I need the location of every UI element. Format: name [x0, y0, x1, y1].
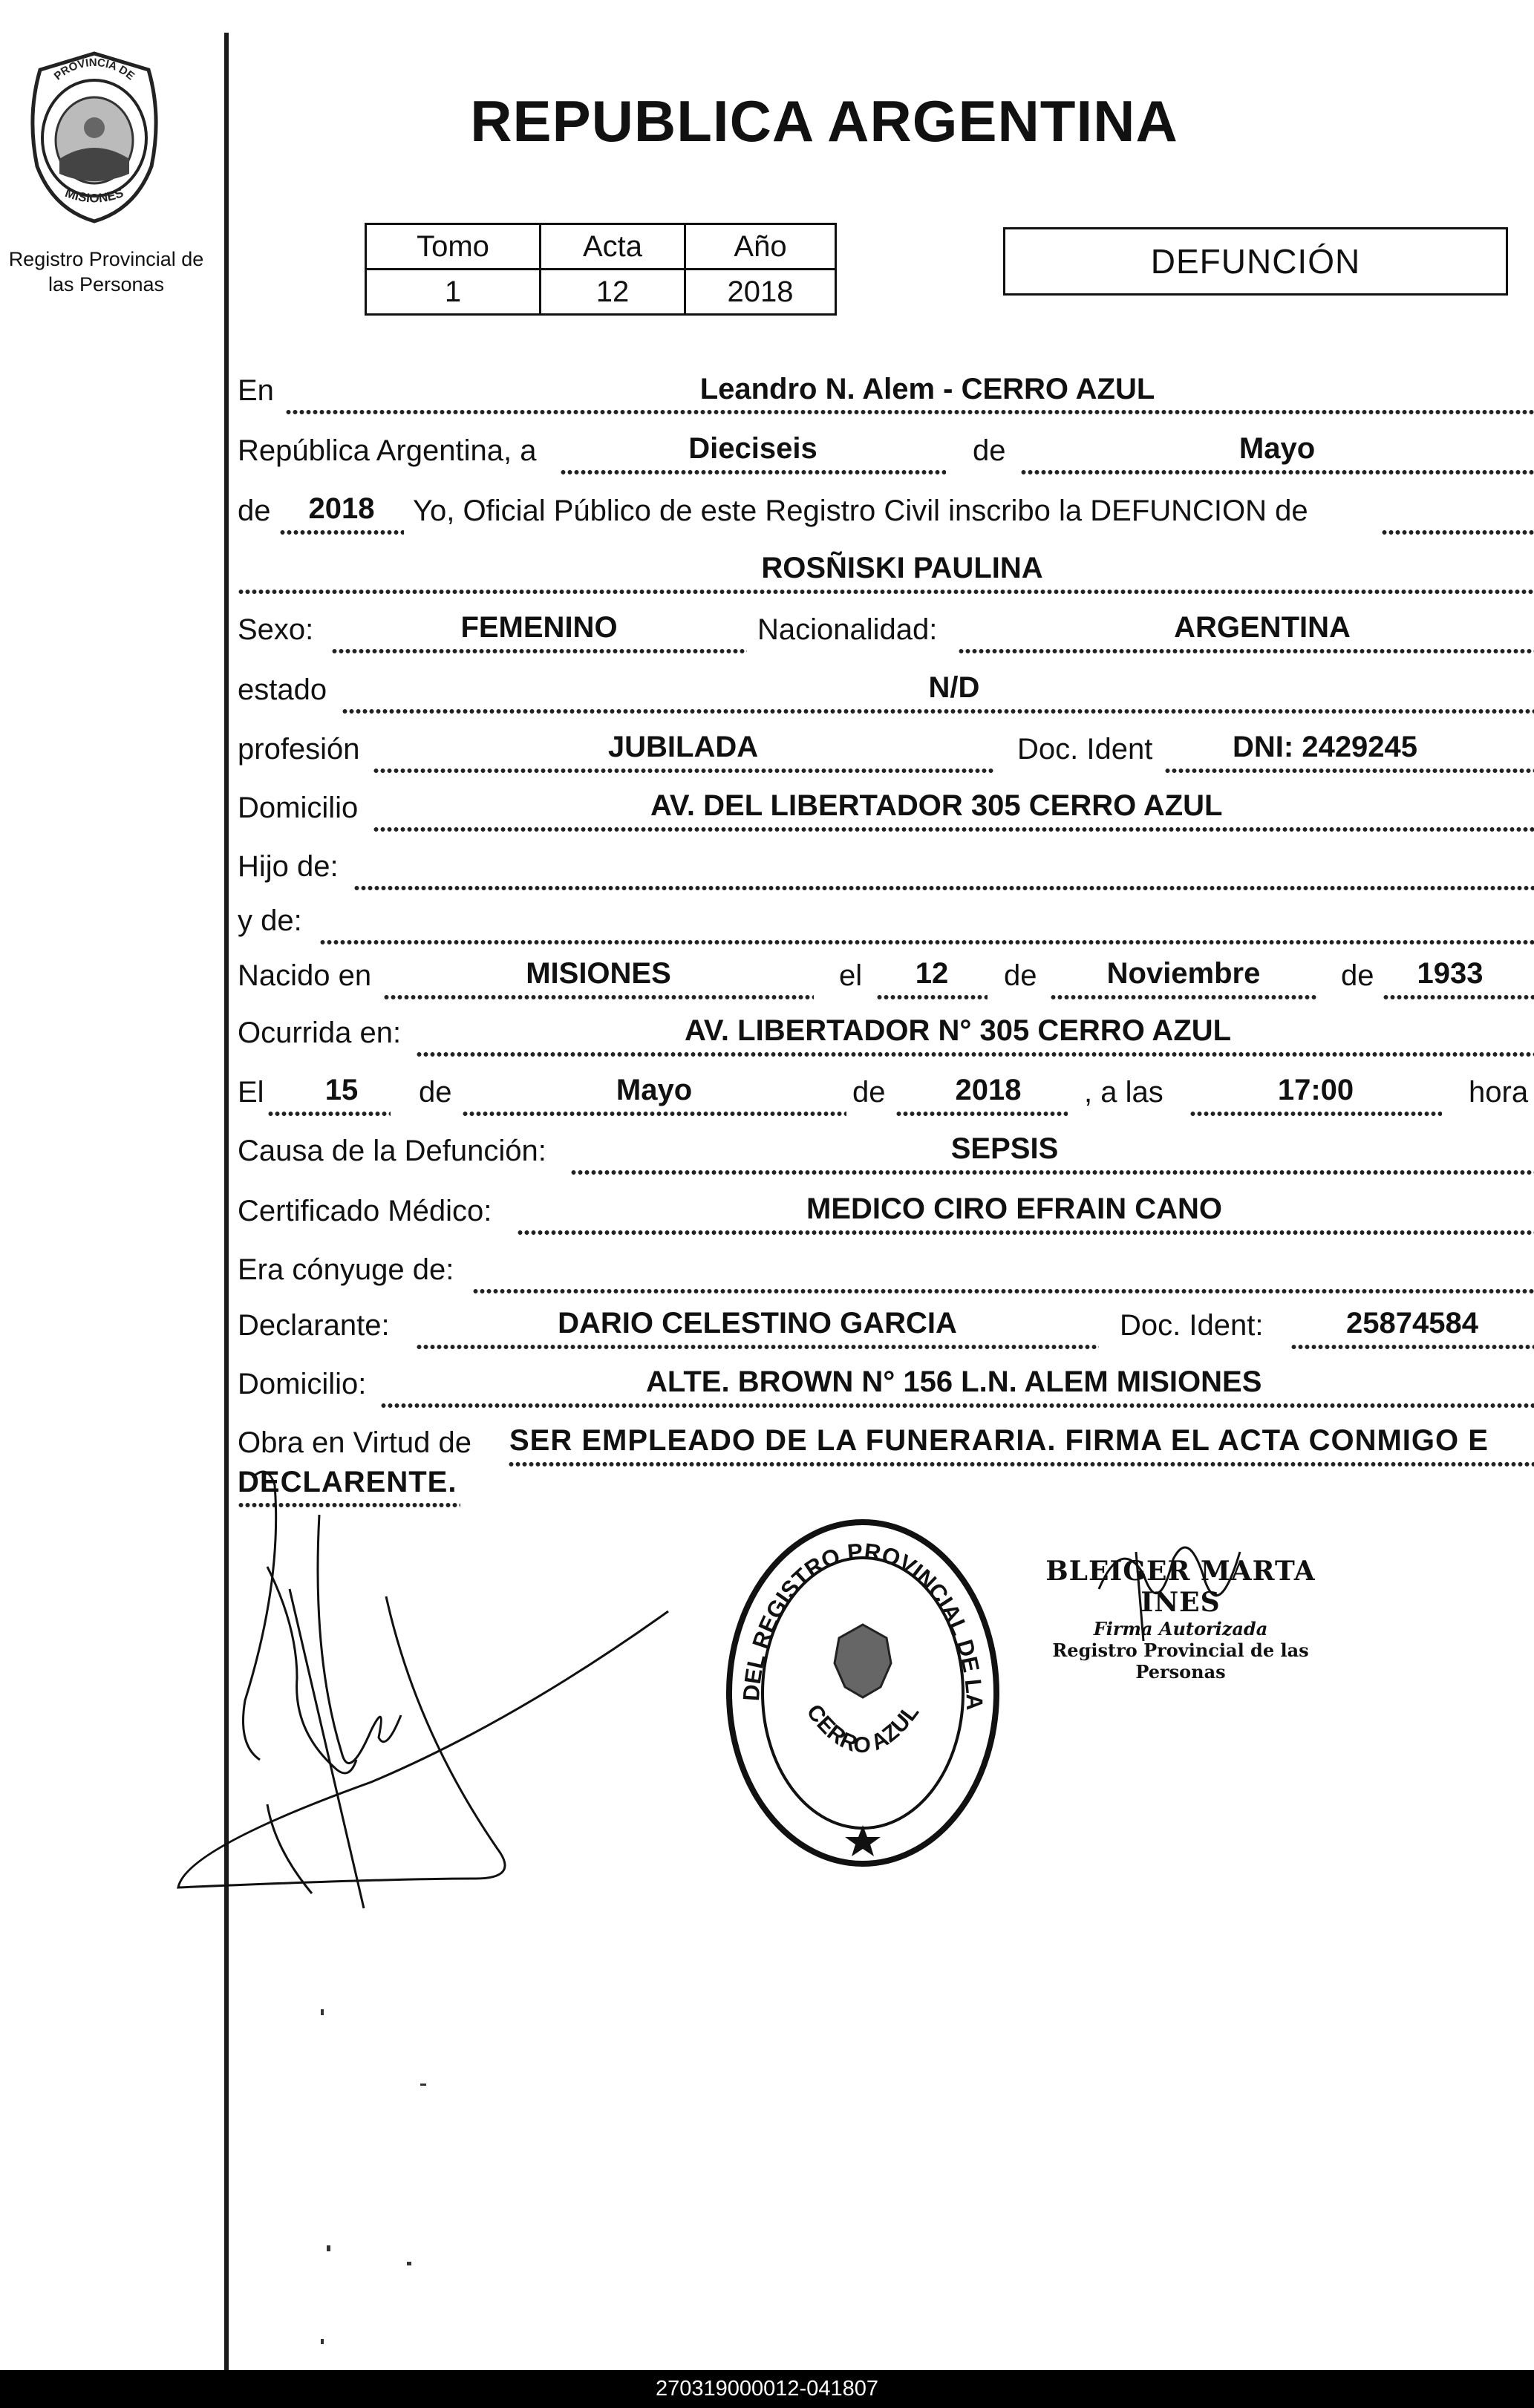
act-type-box: DEFUNCIÓN — [1003, 227, 1508, 296]
label-inscribo: Yo, Oficial Público de este Registro Civil inscribo la DEFUNCION de — [413, 495, 1308, 527]
anio-header: Año — [685, 224, 836, 270]
field-def-hora: 17:00 — [1277, 1074, 1354, 1106]
label-sexo: Sexo: — [238, 613, 314, 646]
field-declarante-doc: 25874584 — [1346, 1307, 1478, 1340]
label-certificado: Certificado Médico: — [238, 1195, 492, 1227]
label-nacido-en: Nacido en — [238, 959, 372, 992]
dotted-line — [416, 1343, 1099, 1351]
field-def-anio: 2018 — [955, 1074, 1022, 1106]
dotted-line — [1290, 1343, 1534, 1351]
anio-value: 2018 — [685, 270, 836, 315]
stamp-arc-text: DELEGACION DEL REGISTRO PROVINCIAL DE LAS PERSONAS — [712, 1494, 988, 1711]
dotted-line — [1020, 469, 1534, 476]
dotted-line — [570, 1169, 1534, 1176]
field-nacido-en: MISIONES — [526, 957, 671, 990]
province-emblem — [16, 48, 172, 226]
label-causa: Causa de la Defunción: — [238, 1135, 546, 1167]
field-estado: N/D — [928, 671, 980, 704]
field-obra-line2: DECLARENTE. — [238, 1466, 457, 1498]
label-domicilio: Domicilio — [238, 792, 359, 824]
dotted-line — [1164, 767, 1534, 774]
registry-label — [0, 247, 212, 297]
star-icon — [845, 1825, 881, 1856]
dotted-line — [876, 993, 988, 1001]
dotted-line — [331, 647, 747, 655]
dotted-line — [380, 1402, 1534, 1409]
dotted-line — [1189, 1110, 1442, 1117]
field-certificado: MEDICO CIRO EFRAIN CANO — [806, 1192, 1222, 1225]
label-hora: hora — [1469, 1076, 1529, 1109]
field-documento: DNI: 2429245 — [1233, 731, 1418, 763]
dotted-line — [238, 588, 1534, 596]
label-profesion: profesión — [238, 733, 360, 766]
svg-text:MISIONES — [63, 186, 125, 206]
emblem-text-bottom: MISIONES — [63, 185, 125, 206]
label-doc-ident-declarante: Doc. Ident: — [1120, 1309, 1264, 1342]
field-lugar: Leandro N. Alem - CERRO AZUL — [699, 373, 1155, 405]
field-anio: 2018 — [308, 492, 375, 525]
label-de-nac-mes: de — [1004, 959, 1037, 992]
official-signature — [1091, 1530, 1270, 1648]
label-a-las: , a las — [1084, 1076, 1163, 1109]
dotted-line — [1381, 529, 1534, 536]
official-entity: Registro Provincial de las Personas — [1052, 1639, 1309, 1683]
registry-stamp — [712, 1494, 1004, 1871]
field-nac-mes: Noviembre — [1106, 957, 1261, 990]
registry-line2: las Personas — [48, 273, 165, 296]
margin-rule — [224, 33, 229, 2372]
field-nac-dia: 12 — [915, 957, 949, 990]
label-de-mes: de — [973, 434, 1006, 467]
declarant-signature — [163, 1433, 683, 1923]
dotted-line — [517, 1229, 1534, 1236]
field-declarante: DARIO CELESTINO GARCIA — [558, 1307, 957, 1340]
label-obra: Obra en Virtud de — [238, 1426, 472, 1459]
label-declarante: Declarante: — [238, 1309, 390, 1342]
label-doc-ident: Doc. Ident — [1017, 733, 1153, 766]
dotted-line — [1383, 993, 1534, 1001]
field-domicilio: AV. DEL LIBERTADOR 305 CERRO AZUL — [650, 789, 1223, 822]
label-de-def-anio: de — [852, 1076, 886, 1109]
stamp-emblem — [835, 1625, 891, 1697]
field-declarante-domicilio: ALTE. BROWN N° 156 L.N. ALEM MISIONES — [646, 1365, 1262, 1398]
label-hijo-de: Hijo de: — [238, 850, 339, 883]
field-sexo: FEMENINO — [460, 611, 618, 644]
acta-value: 12 — [541, 270, 685, 315]
field-nacionalidad: ARGENTINA — [1174, 611, 1351, 644]
dotted-line — [353, 884, 1534, 892]
dotted-line — [462, 1110, 846, 1117]
dotted-line — [895, 1110, 1068, 1117]
reference-table — [365, 223, 837, 316]
field-profesion: JUBILADA — [607, 731, 759, 763]
label-domicilio-declarante: Domicilio: — [238, 1368, 367, 1400]
dotted-line — [285, 408, 1534, 416]
scan-mark — [407, 2262, 411, 2265]
official-role: Firma Autorizada — [1093, 1618, 1268, 1639]
emblem-text-top: PROVINCIA DE — [51, 56, 137, 83]
dotted-line — [373, 826, 1534, 833]
tomo-header: Tomo — [366, 224, 541, 270]
field-causa: SEPSIS — [950, 1132, 1059, 1165]
stamp-inner-text: CERRO AZUL — [801, 1700, 924, 1758]
dotted-line — [383, 993, 814, 1001]
official-name: BLEIGER MARTA INES — [1045, 1556, 1316, 1618]
field-dia-letras: Dieciseis — [688, 432, 817, 465]
svg-text:CERRO AZUL — [802, 1700, 924, 1758]
field-mes: Mayo — [1238, 432, 1316, 465]
label-de-anio: de — [238, 495, 271, 527]
dotted-line — [416, 1051, 1534, 1058]
page-title: REPUBLICA ARGENTINA — [470, 88, 1178, 154]
label-conyuge: Era cónyuge de: — [238, 1253, 454, 1286]
dotted-line — [319, 939, 1534, 946]
registry-line1: Registro Provincial de — [8, 248, 204, 270]
dotted-line — [342, 708, 1534, 715]
label-el: el — [839, 959, 863, 992]
label-republica: República Argentina, a — [238, 434, 537, 467]
label-de-nac-anio: de — [1341, 959, 1374, 992]
dotted-line — [560, 469, 946, 476]
label-nacionalidad: Nacionalidad: — [757, 613, 938, 646]
label-de-def-mes: de — [419, 1076, 452, 1109]
field-nac-anio: 1933 — [1417, 957, 1484, 990]
document-code: 270319000012-041807 — [0, 2370, 1534, 2408]
label-ocurrida-en: Ocurrida en: — [238, 1017, 402, 1049]
field-obra-line1: SER EMPLEADO DE LA FUNERARIA. FIRMA EL ACTA CONMIGO E — [509, 1424, 1489, 1457]
dotted-line — [267, 1110, 391, 1117]
label-y-de: y de: — [238, 904, 302, 937]
label-estado: estado — [238, 673, 327, 706]
label-en: En — [238, 374, 274, 407]
field-def-mes: Mayo — [616, 1074, 693, 1106]
dotted-line — [279, 529, 404, 536]
dotted-line — [1050, 993, 1317, 1001]
scan-mark — [420, 2084, 426, 2086]
label-el-def: El — [238, 1076, 264, 1109]
field-ocurrida-en: AV. LIBERTADOR N° 305 CERRO AZUL — [685, 1014, 1232, 1047]
field-nombre: ROSÑISKI PAULINA — [761, 552, 1043, 584]
dotted-line — [958, 647, 1534, 655]
acta-header: Acta — [541, 224, 685, 270]
dotted-line — [373, 767, 993, 774]
scan-mark — [327, 2245, 330, 2251]
dotted-line — [472, 1288, 1534, 1295]
tomo-value: 1 — [366, 270, 541, 315]
scan-mark — [321, 2009, 324, 2015]
field-def-dia: 15 — [324, 1074, 359, 1106]
scan-mark — [321, 2339, 324, 2344]
